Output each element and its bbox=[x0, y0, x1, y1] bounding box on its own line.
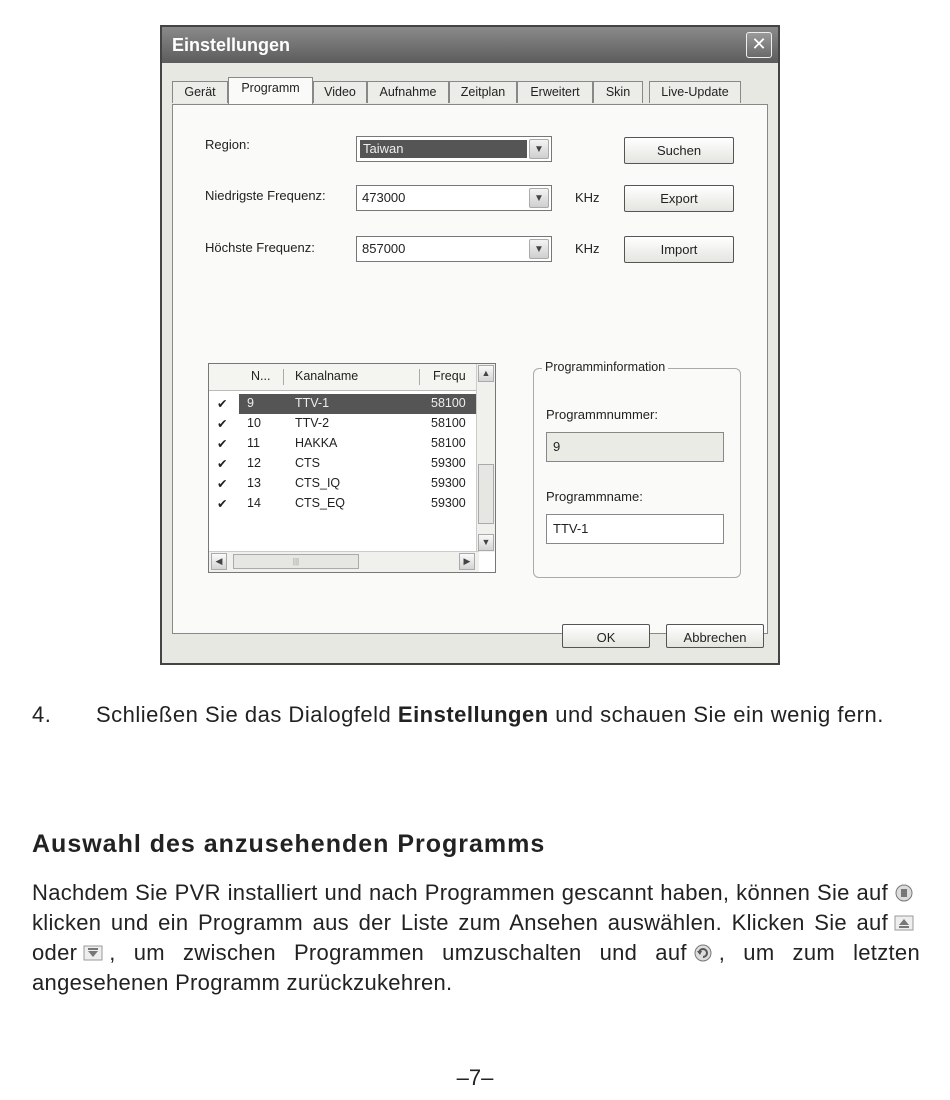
channel-list[interactable] bbox=[208, 363, 496, 573]
channel-number: 9 bbox=[247, 396, 254, 410]
channel-name: TTV-2 bbox=[295, 416, 330, 430]
chevron-down-icon[interactable]: ▼ bbox=[529, 239, 549, 259]
channel-name: CTS_EQ bbox=[295, 496, 346, 510]
settings-dialog-screenshot bbox=[160, 25, 780, 665]
channel-frequency: 58100 bbox=[431, 396, 466, 410]
chevron-down-icon[interactable]: ▼ bbox=[529, 139, 549, 159]
vertical-scrollbar[interactable] bbox=[476, 364, 495, 552]
column-frequency[interactable]: Frequ bbox=[433, 369, 466, 383]
check-icon[interactable]: ✔ bbox=[217, 397, 228, 411]
cancel-button[interactable]: Abbrechen bbox=[666, 624, 764, 648]
channel-frequency: 59300 bbox=[431, 456, 466, 470]
channel-down-icon bbox=[83, 944, 103, 962]
high-frequency-value: 857000 bbox=[362, 241, 406, 256]
tab-aufnahme[interactable]: Aufnahme bbox=[367, 81, 449, 103]
column-divider[interactable] bbox=[419, 369, 420, 385]
tab-geraet[interactable]: Gerät bbox=[172, 81, 228, 103]
tab-programm[interactable]: Programm bbox=[228, 77, 313, 104]
channel-frequency: 58100 bbox=[431, 436, 466, 450]
step-text-bold: Einstellungen bbox=[397, 702, 549, 727]
paragraph-text: Nachdem Sie PVR installiert und nach Programmen gescannt haben, können Sie auf bbox=[32, 880, 888, 905]
program-list-icon bbox=[894, 884, 914, 902]
tab-zeitplan[interactable]: Zeitplan bbox=[449, 81, 517, 103]
scroll-down-icon[interactable]: ▼ bbox=[478, 534, 494, 551]
program-name-label: Programmname: bbox=[546, 489, 643, 504]
program-info-title: Programminformation bbox=[542, 360, 668, 374]
region-select[interactable] bbox=[356, 136, 552, 162]
check-icon[interactable]: ✔ bbox=[217, 437, 228, 451]
step-text-part: Schließen Sie das Dialogfeld bbox=[96, 702, 398, 727]
high-frequency-select[interactable] bbox=[356, 236, 552, 262]
check-icon[interactable]: ✔ bbox=[217, 497, 228, 511]
region-value: Taiwan bbox=[360, 140, 527, 158]
scroll-up-icon[interactable]: ▲ bbox=[478, 365, 494, 382]
scroll-thumb[interactable] bbox=[478, 464, 494, 524]
channel-number: 13 bbox=[247, 476, 261, 490]
table-row[interactable] bbox=[209, 474, 477, 494]
table-row[interactable] bbox=[209, 414, 477, 434]
paragraph-text: , um zwischen Programmen umzuschalten und auf bbox=[109, 940, 687, 965]
table-row[interactable] bbox=[209, 494, 477, 514]
paragraph-text: oder bbox=[32, 940, 78, 965]
channel-name: CTS bbox=[295, 456, 320, 470]
channel-frequency: 58100 bbox=[431, 416, 466, 430]
program-info-group bbox=[533, 360, 741, 578]
program-number-field[interactable]: 9 bbox=[546, 432, 724, 462]
section-heading: Auswahl des anzusehenden Programms bbox=[32, 830, 546, 858]
channel-name: HAKKA bbox=[295, 436, 338, 450]
channel-number: 12 bbox=[247, 456, 261, 470]
close-button[interactable]: ✕ bbox=[746, 32, 772, 58]
channel-name: CTS_IQ bbox=[295, 476, 341, 490]
programm-panel bbox=[172, 104, 768, 634]
column-divider[interactable] bbox=[283, 369, 284, 385]
import-button[interactable]: Import bbox=[624, 236, 734, 263]
check-icon[interactable]: ✔ bbox=[217, 417, 228, 431]
channel-number: 14 bbox=[247, 496, 261, 510]
recall-icon bbox=[693, 944, 713, 962]
tab-live-update[interactable]: Live-Update bbox=[649, 81, 741, 103]
chevron-down-icon[interactable]: ▼ bbox=[529, 188, 549, 208]
program-number-label: Programmnummer: bbox=[546, 407, 658, 422]
scroll-right-icon[interactable]: ▶ bbox=[459, 553, 475, 570]
channel-up-icon bbox=[894, 914, 914, 932]
step-text-part: und schauen Sie ein wenig fern. bbox=[548, 702, 884, 727]
step-number: 4. bbox=[32, 702, 52, 727]
table-row[interactable] bbox=[209, 454, 477, 474]
low-frequency-select[interactable] bbox=[356, 185, 552, 211]
page-number: –7– bbox=[456, 1065, 494, 1090]
check-icon[interactable]: ✔ bbox=[217, 457, 228, 471]
table-row[interactable] bbox=[209, 394, 477, 414]
horizontal-scrollbar[interactable] bbox=[209, 551, 479, 572]
search-button[interactable]: Suchen bbox=[624, 137, 734, 164]
channel-frequency: 59300 bbox=[431, 496, 466, 510]
channel-number: 11 bbox=[247, 436, 260, 450]
scroll-left-icon[interactable]: ◀ bbox=[211, 553, 227, 570]
scroll-thumb-horizontal[interactable]: ||| bbox=[233, 554, 359, 569]
column-number[interactable]: N... bbox=[251, 369, 271, 383]
channel-list-header bbox=[209, 364, 477, 391]
dialog-title: Einstellungen bbox=[172, 35, 291, 55]
title-bar bbox=[162, 27, 778, 63]
channel-frequency: 59300 bbox=[431, 476, 466, 490]
channel-number: 10 bbox=[247, 416, 261, 430]
table-row[interactable] bbox=[209, 434, 477, 454]
tab-erweitert[interactable]: Erweitert bbox=[517, 81, 593, 103]
check-icon[interactable]: ✔ bbox=[217, 477, 228, 491]
column-channel-name[interactable]: Kanalname bbox=[295, 369, 359, 383]
tab-skin[interactable]: Skin bbox=[593, 81, 643, 103]
high-frequency-unit: KHz bbox=[575, 241, 600, 256]
high-frequency-label: Höchste Frequenz: bbox=[205, 240, 315, 255]
export-button[interactable]: Export bbox=[624, 185, 734, 212]
low-frequency-unit: KHz bbox=[575, 190, 600, 205]
low-frequency-label: Niedrigste Frequenz: bbox=[205, 188, 326, 203]
program-name-field[interactable]: TTV-1 bbox=[546, 514, 724, 544]
channel-name: TTV-1 bbox=[295, 396, 330, 410]
low-frequency-value: 473000 bbox=[362, 190, 406, 205]
step-text bbox=[96, 700, 922, 730]
section-paragraph bbox=[32, 878, 920, 998]
tab-video[interactable]: Video bbox=[313, 81, 367, 103]
ok-button[interactable]: OK bbox=[562, 624, 650, 648]
paragraph-text: , um zum letzten angesehenen Programm zurückzukehren. bbox=[32, 940, 920, 995]
paragraph-text: klicken und ein Programm aus der Liste zum Ansehen auswählen. Klicken Sie auf bbox=[32, 910, 888, 935]
region-label: Region: bbox=[205, 137, 250, 152]
